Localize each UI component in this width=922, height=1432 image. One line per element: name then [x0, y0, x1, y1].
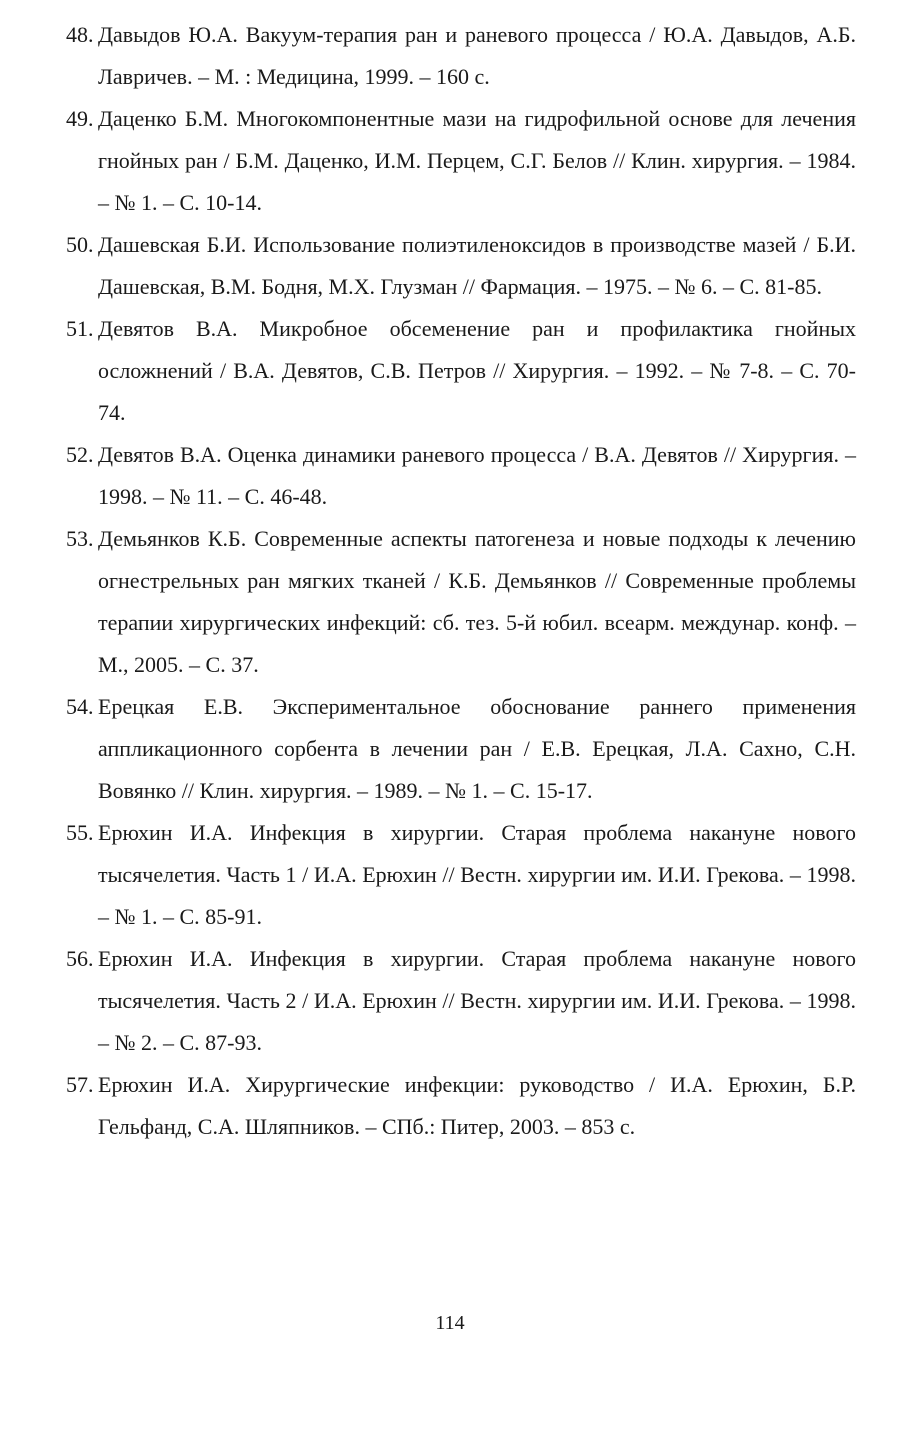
reference-item: [66, 1064, 856, 1148]
reference-number: 55.: [66, 820, 94, 845]
reference-item: [66, 224, 856, 308]
reference-text: Ерецкая Е.В. Экспериментальное обоснование раннего применения аппликационного сорбента в лечении ран / Е.В. Ерецкая, Л.А. Сахно, С.Н. Вовянко // Клин. хирургия. – 1989. – № 1. – С. 15-17.: [98, 694, 856, 803]
reference-number: 49.: [66, 106, 94, 131]
reference-text: Ерюхин И.А. Инфекция в хирургии. Старая проблема накануне нового тысячелетия. Часть 2 / И.А. Ерюхин // Вестн. хирургии им. И.И. Грекова. – 1998. – № 2. – С. 87-93.: [98, 946, 856, 1055]
reference-number: 53.: [66, 526, 94, 551]
reference-item: [66, 938, 856, 1064]
reference-number: 54.: [66, 694, 94, 719]
page-number: 114: [435, 1312, 465, 1334]
reference-number: 52.: [66, 442, 94, 467]
reference-item: [66, 686, 856, 812]
reference-text: Девятов В.А. Микробное обсеменение ран и профилактика гнойных осложнений / В.А. Девятов, С.В. Петров // Хирургия. – 1992. – № 7-8. – С. 70-74.: [98, 316, 856, 425]
reference-item: [66, 434, 856, 518]
reference-number: 51.: [66, 316, 94, 341]
reference-text: Даценко Б.М. Многокомпонентные мази на гидрофильной основе для лечения гнойных ран / Б.М. Даценко, И.М. Перцем, С.Г. Белов // Клин. хирургия. – 1984. – № 1. – С. 10-14.: [98, 106, 856, 215]
reference-text: Ерюхин И.А. Инфекция в хирургии. Старая проблема накануне нового тысячелетия. Часть 1 / И.А. Ерюхин // Вестн. хирургии им. И.И. Грекова. – 1998. – № 1. – С. 85-91.: [98, 820, 856, 929]
reference-text: Демьянков К.Б. Современные аспекты патогенеза и новые подходы к лечению огнестрельных ран мягких тканей / К.Б. Демьянков // Современные проблемы терапии хирургических инфекций: сб. тез. 5-й юбил. всеарм. междунар. конф. – М., 2005. – С. 37.: [98, 526, 856, 677]
reference-item: [66, 308, 856, 434]
reference-item: [66, 14, 856, 98]
reference-item: [66, 812, 856, 938]
reference-item: [66, 98, 856, 224]
reference-list: [66, 14, 856, 1148]
reference-number: 48.: [66, 22, 94, 47]
reference-number: 50.: [66, 232, 94, 257]
reference-number: 56.: [66, 946, 94, 971]
reference-text: Дашевская Б.И. Использование полиэтиленоксидов в производстве мазей / Б.И. Дашевская, В.М. Бодня, М.Х. Глузман // Фармация. – 1975. – № 6. – С. 81-85.: [98, 232, 856, 299]
reference-text: Давыдов Ю.А. Вакуум-терапия ран и раневого процесса / Ю.А. Давыдов, А.Б. Лавричев. – М. : Медицина, 1999. – 160 с.: [98, 22, 856, 89]
reference-item: [66, 518, 856, 686]
reference-text: Ерюхин И.А. Хирургические инфекции: руководство / И.А. Ерюхин, Б.Р. Гельфанд, С.А. Шляпников. – СПб.: Питер, 2003. – 853 с.: [98, 1072, 856, 1139]
reference-number: 57.: [66, 1072, 94, 1097]
reference-text: Девятов В.А. Оценка динамики раневого процесса / В.А. Девятов // Хирургия. – 1998. – № 11. – С. 46-48.: [98, 442, 856, 509]
